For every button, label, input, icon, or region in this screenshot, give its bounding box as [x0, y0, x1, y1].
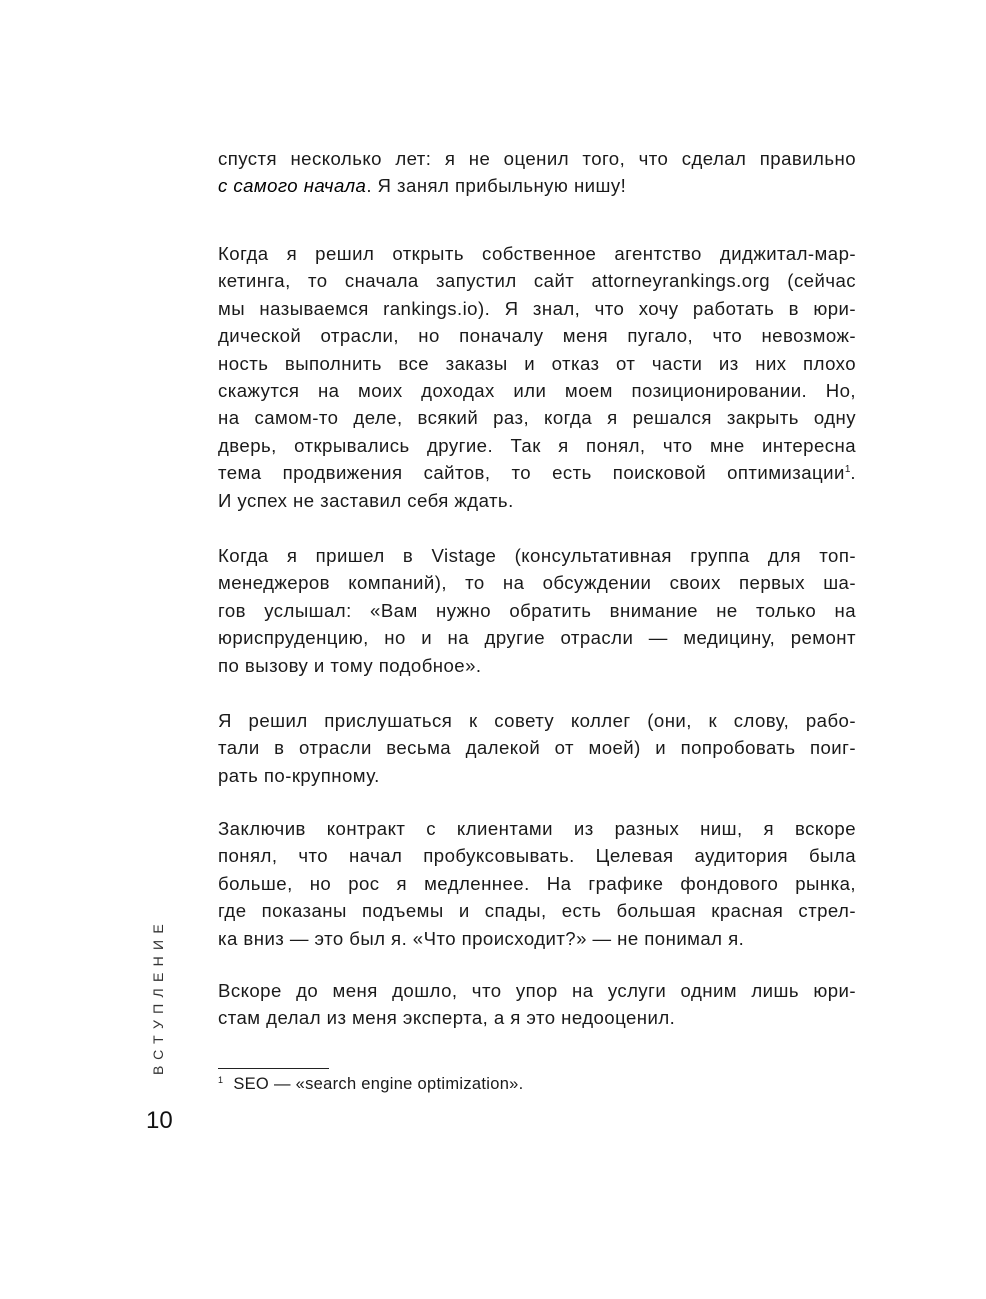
- text-line: Когда я решил открыть собственное агентство диджитал-мар-: [218, 243, 856, 264]
- paragraph: [218, 707, 856, 789]
- footnote-reference: 1: [844, 464, 851, 476]
- footnote-mark: 1: [218, 1075, 224, 1085]
- text-line: на самом-то деле, всякий раз, когда я решался закрыть одну: [218, 407, 856, 429]
- paragraph: [218, 240, 856, 514]
- text-line: больше, но рос я медленнее. На графике фондового рынка,: [218, 872, 856, 894]
- text-line: менеджеров компаний), то на обсуждении своих первых ша-: [218, 572, 856, 594]
- text-line: тали в отрасли весьма далекой от моей) и попробовать поиг-: [218, 737, 856, 759]
- text-line: дверь, открывались другие. Так я понял, что мне интересна: [218, 434, 856, 456]
- text-line: дической отрасли, но поначалу меня пугало, что невозмож-: [218, 325, 856, 347]
- paragraph: [218, 815, 856, 952]
- text-line: ка вниз — это был я. «Что происходит?» — не понимал я.: [218, 927, 745, 949]
- text-line: [218, 172, 856, 199]
- text-segment: тема продвижения сайтов, то есть поисковой оптимизации: [218, 462, 845, 484]
- text-segment: . Я занял прибыльную нишу!: [366, 175, 627, 197]
- text-line: по вызову и тому подобное».: [218, 654, 482, 676]
- text-line: понял, что начал пробуксовывать. Целевая аудитория была: [218, 845, 856, 867]
- footnote: [218, 1075, 524, 1094]
- text-line: Заключив контракт с клиентами из разных ниш, я вскоре: [218, 818, 856, 839]
- page-number: 10: [146, 1107, 173, 1134]
- text-segment: .: [850, 462, 856, 484]
- text-line: Вскоре до меня дошло, что упор на услуги одним лишь юри-: [218, 980, 856, 1001]
- paragraph: [218, 542, 856, 679]
- text-line: Когда я пришел в Vistage (консультативная группа для топ-: [218, 545, 856, 566]
- text-line: юриспруденцию, но и на другие отрасли — медицину, ремонт: [218, 627, 856, 649]
- text-line: где показаны подъемы и спады, есть большая красная стрел-: [218, 900, 856, 922]
- text-line: скажутся на моих доходах или моем позиционировании. Но,: [218, 379, 856, 401]
- paragraph: [218, 977, 856, 1032]
- text-line: И успех не заставил себя ждать.: [218, 489, 514, 511]
- text-line: рать по-крупному.: [218, 764, 380, 786]
- footnote-text: SEO — «search engine optimization».: [233, 1075, 524, 1093]
- footnote-divider: [218, 1068, 329, 1069]
- paragraph: [218, 145, 856, 200]
- text-line: кетинга, то сначала запустил сайт attorneyrankings.org (сейчас: [218, 270, 856, 292]
- text-line: мы называемся rankings.io). Я знал, что хочу работать в юри-: [218, 297, 856, 319]
- text-line: Я решил прислушаться к совету коллег (они, к слову, рабо-: [218, 710, 856, 731]
- text-line: гов услышал: «Вам нужно обратить внимание не только на: [218, 599, 856, 621]
- running-head: ВСТУПЛЕНИЕ: [150, 917, 166, 1075]
- text-line: спустя несколько лет: я не оценил того, что сделал правильно: [218, 148, 856, 169]
- text-line: стам делал из меня эксперта, а я это недооценил.: [218, 1007, 676, 1029]
- text-line: ность выполнить все заказы и отказ от части из них плохо: [218, 352, 856, 374]
- text-line: [218, 459, 856, 486]
- emphasis-text: с самого начала: [218, 175, 367, 197]
